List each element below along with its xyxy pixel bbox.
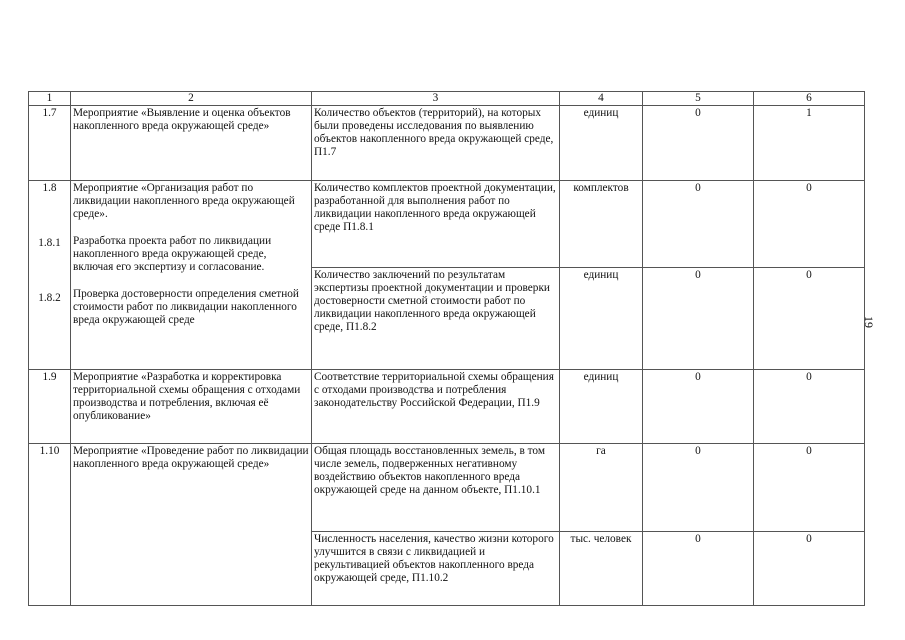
value-col5: 0: [643, 369, 754, 443]
sub-row-number: 1.8.2: [38, 291, 61, 304]
value-col6: 0: [754, 531, 865, 605]
indicator-text: Численность населения, качество жизни которого улучшится в связи с ликвидацией и рекультивацией объектов накопленного вреда окружающей среде, П1.10.2: [312, 531, 560, 605]
unit: комплектов: [560, 180, 643, 267]
value-col5: 0: [643, 531, 754, 605]
indicator-text: Количество объектов (территорий), на которых были проведены исследования по выявлению объектов накопленного вреда окружающей среде, П1.7: [312, 105, 560, 180]
event-description: Мероприятие «Разработка и корректировка территориальной схемы обращения с отходами производства и потребления, включая её опубликование»: [71, 369, 312, 443]
row-number: 1.8: [42, 181, 57, 194]
table-row: [29, 180, 865, 267]
sub-row-number: 1.8.1: [38, 236, 61, 249]
sub-event-description: Разработка проекта работ по ликвидации накопленного вреда окружающей среде, включая его экспертизу и согласование.: [73, 234, 272, 273]
unit: единиц: [560, 369, 643, 443]
table-row: [29, 443, 865, 531]
row-number: 1.7: [29, 105, 71, 180]
value-col5: 0: [643, 267, 754, 369]
column-number: 4: [560, 92, 643, 106]
value-col6: 1: [754, 105, 865, 180]
value-col6: 0: [754, 443, 865, 531]
row-number: 1.10: [29, 443, 71, 605]
value-col5: 0: [643, 443, 754, 531]
unit: единиц: [560, 267, 643, 369]
indicator-text: Количество комплектов проектной документации, разработанной для выполнения работ по ликвидации накопленного вреда окружающей среде П1.8.1: [312, 180, 560, 267]
event-description: Мероприятие «Организация работ по ликвидации накопленного вреда окружающей среде».: [73, 181, 295, 220]
value-col6: 0: [754, 180, 865, 267]
column-number-row: [29, 92, 865, 106]
event-description: Мероприятие «Проведение работ по ликвидации накопленного вреда окружающей среде»: [71, 443, 312, 605]
unit: единиц: [560, 105, 643, 180]
value-col5: 0: [643, 105, 754, 180]
row-number-cell: [29, 180, 71, 369]
unit: тыс. человек: [560, 531, 643, 605]
indicator-text: Количество заключений по результатам экспертизы проектной документации и проверки достоверности сметной стоимости работ по ликвидации накопленного вреда окружающей среде, П1.8.2: [312, 267, 560, 369]
table-row: [29, 369, 865, 443]
value-col6: 0: [754, 369, 865, 443]
column-number: 3: [312, 92, 560, 106]
unit: га: [560, 443, 643, 531]
indicators-table: [28, 91, 865, 606]
column-number: 6: [754, 92, 865, 106]
column-number: 1: [29, 92, 71, 106]
column-number: 2: [71, 92, 312, 106]
table-row: [29, 105, 865, 180]
row-number: 1.9: [29, 369, 71, 443]
indicator-text: Общая площадь восстановленных земель, в том числе земель, подверженных негативному воздействию объектов накопленного вреда окружающей среде на данном объекте, П1.10.1: [312, 443, 560, 531]
indicator-text: Соответствие территориальной схемы обращения с отходами производства и потребления законодательству Российской Федерации, П1.9: [312, 369, 560, 443]
column-number: 5: [643, 92, 754, 106]
event-description-cell: [71, 180, 312, 369]
sub-event-description: Проверка достоверности определения сметной стоимости работ по ликвидации накопленного вреда окружающей среде: [73, 287, 299, 326]
page-number: 19: [862, 316, 876, 328]
event-description: Мероприятие «Выявление и оценка объектов накопленного вреда окружающей среде»: [71, 105, 312, 180]
value-col6: 0: [754, 267, 865, 369]
value-col5: 0: [643, 180, 754, 267]
